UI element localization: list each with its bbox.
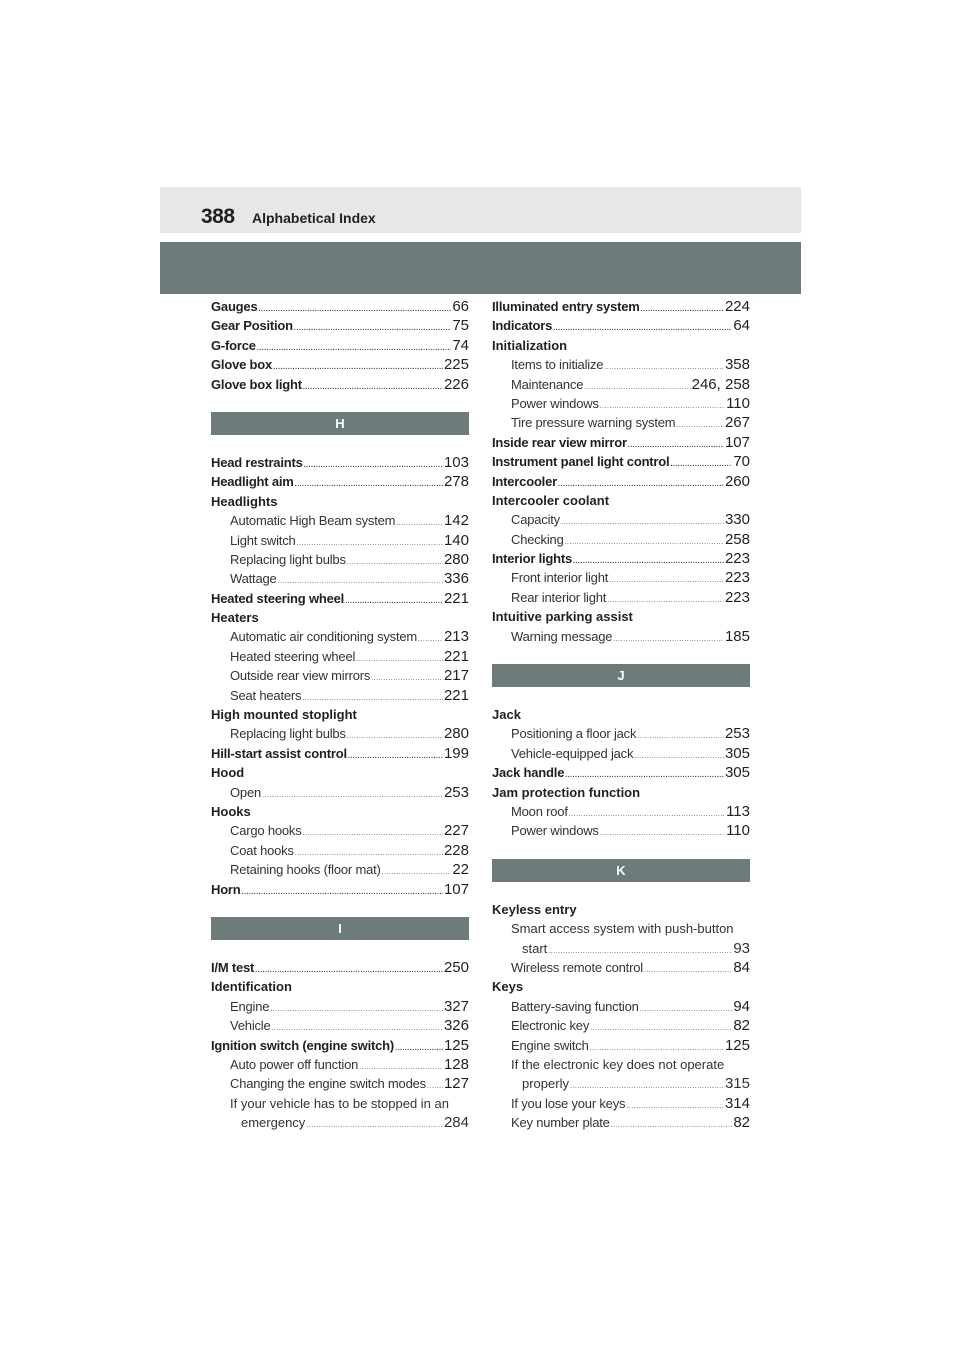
index-subentry[interactable]: Vehicle-equipped jack ..... 305 xyxy=(492,744,750,763)
index-heading: Jam protection function xyxy=(492,784,641,800)
page-header xyxy=(160,187,801,233)
index-heading: High mounted stoplight xyxy=(211,707,357,723)
index-heading: Intuitive parking assist xyxy=(492,609,633,625)
index-entry[interactable]: Indicators ..... 64 xyxy=(492,316,750,335)
index-subentry[interactable]: Wattage ..... 336 xyxy=(211,569,469,588)
index-subentry[interactable]: Tire pressure warning system ..... 267 xyxy=(492,413,750,432)
index-entry[interactable]: Inside rear view mirror ..... 107 xyxy=(492,433,750,452)
page-title: Alphabetical Index xyxy=(252,210,376,226)
index-column-left xyxy=(211,297,469,1132)
index-subentry[interactable]: Coat hooks ..... 228 xyxy=(211,841,469,860)
index-subentry[interactable]: Maintenance ..... 246, 258 xyxy=(492,375,750,394)
index-subentry-line: If the electronic key does not operate xyxy=(511,1056,725,1072)
index-column-right xyxy=(492,297,750,1132)
index-subentry[interactable]: Battery-saving function ..... 94 xyxy=(492,997,750,1016)
index-entry[interactable]: Hill-start assist control ..... 199 xyxy=(211,744,469,763)
index-subentry[interactable]: Cargo hooks ..... 227 xyxy=(211,821,469,840)
index-entry[interactable]: Head restraints ..... 103 xyxy=(211,453,469,472)
index-entry[interactable]: Ignition switch (engine switch) ..... 125 xyxy=(211,1036,469,1055)
index-subentry-line: If your vehicle has to be stopped in an xyxy=(230,1095,449,1111)
index-entry[interactable]: Jack handle ..... 305 xyxy=(492,763,750,782)
index-subentry[interactable]: Automatic High Beam system ..... 142 xyxy=(211,511,469,530)
index-heading: Intercooler coolant xyxy=(492,492,610,508)
index-subentry[interactable]: Capacity ..... 330 xyxy=(492,510,750,529)
index-entry[interactable]: Glove box ..... 225 xyxy=(211,355,469,374)
index-subentry[interactable]: Wireless remote control ..... 84 xyxy=(492,958,750,977)
section-letter-k: K xyxy=(492,859,750,882)
index-subentry[interactable]: Engine switch ..... 125 xyxy=(492,1036,750,1055)
index-subentry[interactable]: Heated steering wheel ..... 221 xyxy=(211,647,469,666)
index-subentry[interactable]: Items to initialize ..... 358 xyxy=(492,355,750,374)
index-entry[interactable]: Gauges ..... 66 xyxy=(211,297,469,316)
index-subentry[interactable]: Electronic key ..... 82 xyxy=(492,1016,750,1035)
index-entry[interactable]: Interior lights ..... 223 xyxy=(492,549,750,568)
index-subentry[interactable]: Seat heaters ..... 221 xyxy=(211,686,469,705)
index-entry[interactable]: Illuminated entry system ..... 224 xyxy=(492,297,750,316)
index-entry[interactable]: Horn ..... 107 xyxy=(211,880,469,899)
index-entry[interactable]: Headlight aim ..... 278 xyxy=(211,472,469,491)
index-subentry[interactable]: Rear interior light ..... 223 xyxy=(492,588,750,607)
index-heading: Keyless entry xyxy=(492,901,577,917)
index-subentry[interactable]: Key number plate ..... 82 xyxy=(492,1113,750,1132)
index-heading: Hooks xyxy=(211,803,251,819)
index-entry[interactable]: Heated steering wheel ..... 221 xyxy=(211,589,469,608)
index-subentry[interactable]: Outside rear view mirrors ..... 217 xyxy=(211,666,469,685)
index-entry[interactable]: Intercooler ..... 260 xyxy=(492,472,750,491)
index-subentry[interactable]: Moon roof ..... 113 xyxy=(492,802,750,821)
index-entry[interactable]: Instrument panel light control ..... 70 xyxy=(492,452,750,471)
page-number: 388 xyxy=(201,205,235,228)
index-entry[interactable]: G-force ..... 74 xyxy=(211,336,469,355)
index-subentry[interactable]: Warning message ..... 185 xyxy=(492,627,750,646)
section-letter-i: I xyxy=(211,917,469,940)
index-subentry[interactable]: Replacing light bulbs ..... 280 xyxy=(211,550,469,569)
index-subentry[interactable]: Power windows ..... 110 xyxy=(492,394,750,413)
index-heading: Hood xyxy=(211,765,245,781)
index-heading: Keys xyxy=(492,979,524,995)
index-subentry-cont[interactable]: emergency ..... 284 xyxy=(211,1113,469,1132)
index-subentry[interactable]: Replacing light bulbs ..... 280 xyxy=(211,724,469,743)
index-subentry[interactable]: Auto power off function ..... 128 xyxy=(211,1055,469,1074)
index-subentry[interactable]: Front interior light ..... 223 xyxy=(492,568,750,587)
index-heading: Heaters xyxy=(211,610,259,626)
index-subentry[interactable]: Positioning a floor jack ..... 253 xyxy=(492,724,750,743)
index-entry[interactable]: I/M test ..... 250 xyxy=(211,958,469,977)
index-subentry-cont[interactable]: start ..... 93 xyxy=(492,939,750,958)
index-subentry[interactable]: If you lose your keys ..... 314 xyxy=(492,1094,750,1113)
index-heading: Initialization xyxy=(492,337,568,353)
index-entry[interactable]: Gear Position ..... 75 xyxy=(211,316,469,335)
index-entry[interactable]: Glove box light ..... 226 xyxy=(211,375,469,394)
section-letter-h: H xyxy=(211,412,469,435)
header-band xyxy=(160,242,801,294)
section-letter-j: J xyxy=(492,664,750,687)
index-subentry[interactable]: Retaining hooks (floor mat) ..... 22 xyxy=(211,860,469,879)
index-subentry[interactable]: Changing the engine switch modes ..... 127 xyxy=(211,1074,469,1093)
index-subentry[interactable]: Open ..... 253 xyxy=(211,783,469,802)
index-subentry[interactable]: Vehicle ..... 326 xyxy=(211,1016,469,1035)
index-subentry-cont[interactable]: properly ..... 315 xyxy=(492,1074,750,1093)
index-subentry[interactable]: Checking ..... 258 xyxy=(492,530,750,549)
index-subentry[interactable]: Engine ..... 327 xyxy=(211,997,469,1016)
index-heading: Jack xyxy=(492,707,521,723)
index-heading: Identification xyxy=(211,979,292,995)
index-subentry[interactable]: Light switch ..... 140 xyxy=(211,531,469,550)
index-subentry-line: Smart access system with push-button xyxy=(511,921,734,937)
index-subentry[interactable]: Automatic air conditioning system ..... 213 xyxy=(211,627,469,646)
index-heading: Headlights xyxy=(211,493,278,509)
index-subentry[interactable]: Power windows ..... 110 xyxy=(492,821,750,840)
